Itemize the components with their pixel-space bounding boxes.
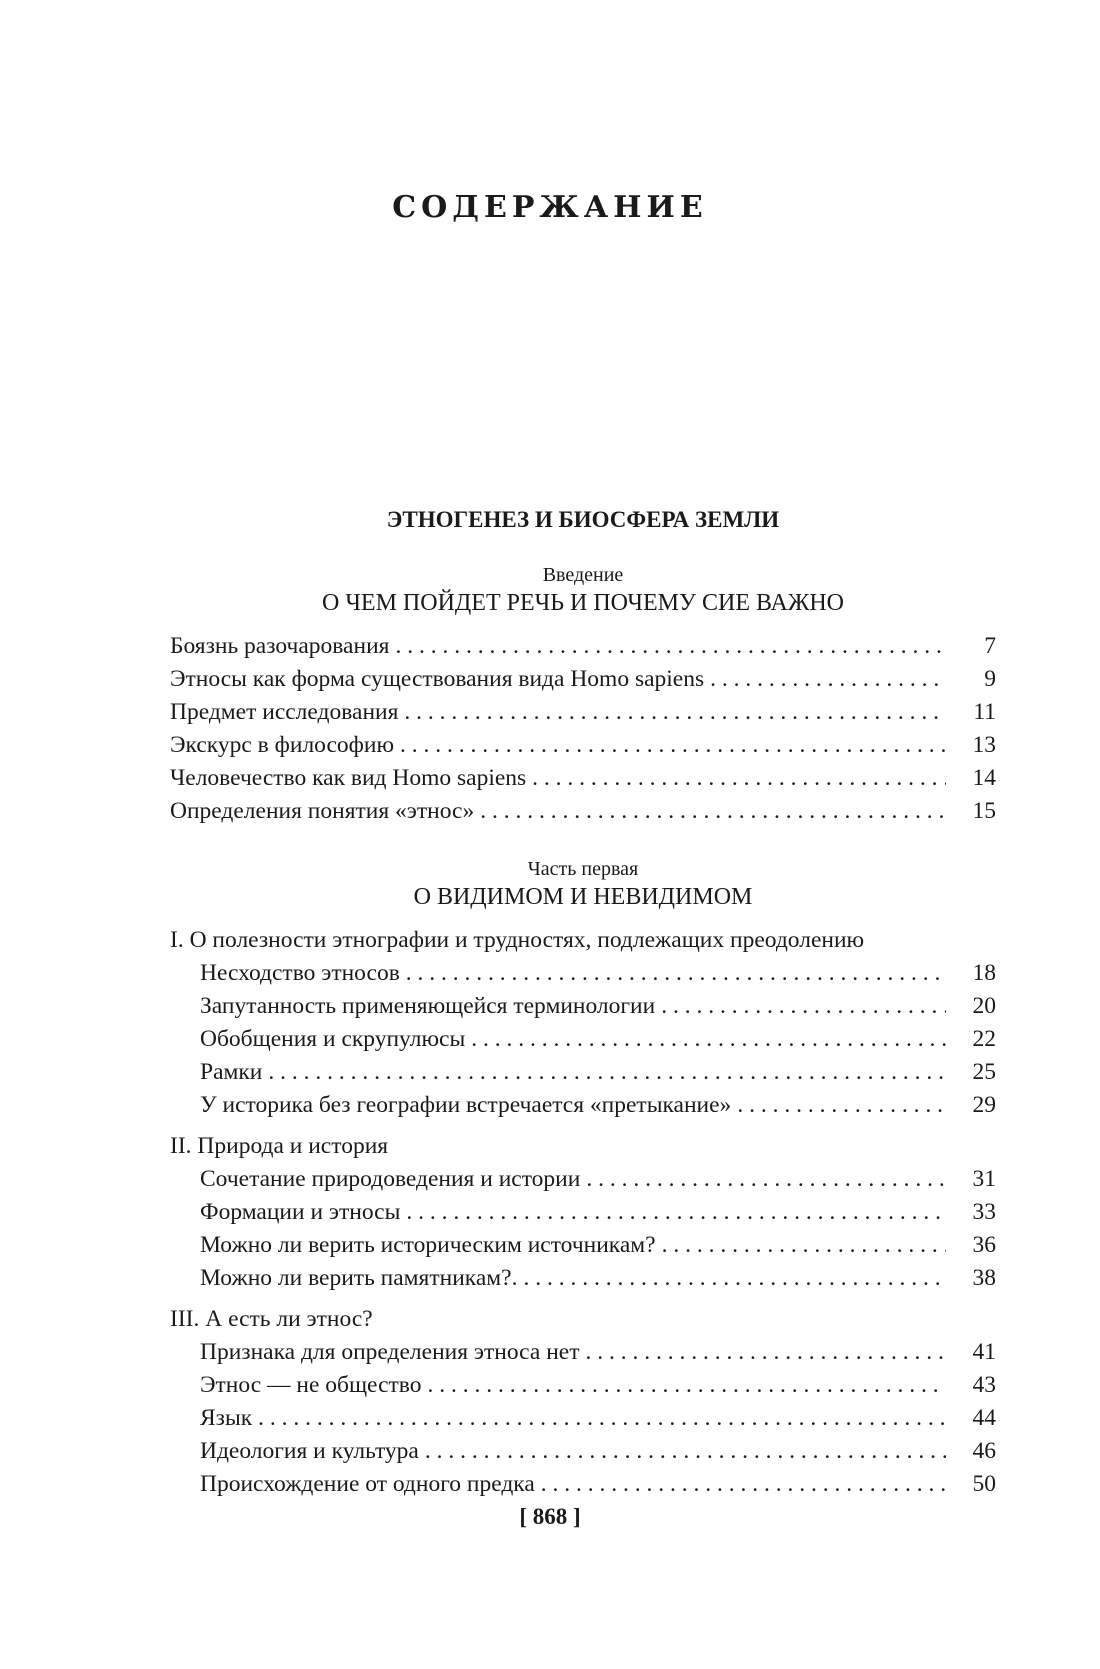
intro-title: О ЧЕМ ПОЙДЕТ РЕЧЬ И ПОЧЕМУ СИЕ ВАЖНО (322, 590, 844, 616)
toc-entry-title: Определения понятия «этнос» (170, 798, 475, 824)
toc-entry-title: Этносы как форма существования вида Homo sapiens (170, 666, 705, 692)
dot-leader (406, 1196, 946, 1229)
toc-entry-page: 13 (972, 732, 996, 758)
toc-entry-title: Обобщения и скрупулюсы (200, 1026, 466, 1052)
dot-leader (661, 990, 946, 1023)
dot-leader (258, 1402, 946, 1435)
toc-entry-title: Запутанность применяющейся терминологии (200, 993, 656, 1019)
part-one-kicker: Часть первая (527, 858, 639, 880)
toc-entry-page: 9 (984, 666, 996, 692)
toc-entry-title: Признака для определения этноса нет (200, 1339, 580, 1365)
page-number: [ 868 ] (519, 1504, 581, 1529)
toc-entry-title: Происхождение от одного предка (200, 1471, 535, 1497)
toc-entry-title: Этнос — не общество (200, 1372, 422, 1398)
toc-entry-page: 25 (972, 1059, 996, 1085)
toc-entry (170, 1262, 996, 1295)
toc-entry (170, 1229, 996, 1262)
toc-entry (170, 1468, 996, 1501)
spacer (170, 828, 996, 856)
toc-entry-title: Боязнь разочарования (170, 633, 390, 659)
toc-entry-page: 41 (972, 1339, 996, 1365)
toc-entry-page: 14 (972, 765, 996, 791)
toc-entry-title: Можно ли верить историческим источникам? (200, 1232, 656, 1258)
dot-leader (662, 1229, 946, 1262)
page-title: СОДЕРЖАНИЕ (392, 190, 708, 225)
toc-entry (170, 990, 996, 1023)
toc-entry-title: Человечество как вид Homo sapiens (170, 765, 527, 791)
table-of-contents (170, 503, 996, 1501)
toc-entry-title: Формации и этносы (200, 1199, 401, 1225)
toc-entry (170, 1435, 996, 1468)
toc-entry-page: 22 (972, 1026, 996, 1052)
toc-entry (170, 729, 996, 762)
toc-entry (170, 630, 996, 663)
toc-entry-page: 31 (972, 1166, 996, 1192)
dot-leader (427, 1369, 946, 1402)
toc-entry-page: 44 (972, 1405, 996, 1431)
chapter-heading: II. Природа и история (170, 1133, 389, 1159)
toc-entry-page: 38 (972, 1265, 996, 1291)
toc-entry (170, 1089, 996, 1122)
dot-leader (471, 1023, 946, 1056)
dot-leader (710, 663, 946, 696)
spacer (170, 1122, 996, 1130)
toc-entry (170, 1196, 996, 1229)
intro-kicker: Введение (542, 564, 624, 586)
toc-entry (170, 762, 996, 795)
toc-entry-title: Сочетание природоведения и истории (200, 1166, 581, 1192)
toc-entry (170, 1402, 996, 1435)
toc-entry (170, 1163, 996, 1196)
toc-entry (170, 1369, 996, 1402)
toc-entry (170, 795, 996, 828)
toc-entry-page: 20 (972, 993, 996, 1019)
toc-entry-page: 36 (972, 1232, 996, 1258)
toc-entry-page: 43 (972, 1372, 996, 1398)
toc-entry-page: 46 (972, 1438, 996, 1464)
toc-entry-title: Идеология и культура (200, 1438, 419, 1464)
toc-entry (170, 1056, 996, 1089)
dot-leader (406, 957, 946, 990)
dot-leader (532, 762, 946, 795)
toc-entry-title: Можно ли верить памятникам?. (200, 1265, 518, 1291)
book-title: ЭТНОГЕНЕЗ И БИОСФЕРА ЗЕМЛИ (386, 507, 780, 532)
dot-leader (425, 1435, 946, 1468)
toc-entry-page: 33 (972, 1199, 996, 1225)
toc-entry (170, 957, 996, 990)
dot-leader (480, 795, 946, 828)
toc-entry-title: У историка без географии встречается «претыкание» (200, 1092, 732, 1118)
toc-entry-page: 11 (973, 699, 996, 725)
part-one-title: О ВИДИМОМ И НЕВИДИМОМ (413, 884, 753, 910)
dot-leader (585, 1336, 946, 1369)
toc-entry (170, 1336, 996, 1369)
dot-leader (400, 729, 946, 762)
toc-entry-page: 29 (972, 1092, 996, 1118)
dot-leader (541, 1468, 946, 1501)
toc-entry-title: Предмет исследования (170, 699, 399, 725)
dot-leader (523, 1262, 946, 1295)
dot-leader (737, 1089, 946, 1122)
chapter-heading: I. О полезности этнографии и трудностях, подлежащих преодолению (170, 927, 865, 953)
toc-entry-page: 7 (984, 633, 996, 659)
dot-leader (586, 1163, 946, 1196)
toc-entry-page: 15 (972, 798, 996, 824)
dot-leader (268, 1056, 946, 1089)
toc-entry-title: Экскурс в философию (170, 732, 395, 758)
toc-entry (170, 663, 996, 696)
chapter-heading: III. А есть ли этнос? (170, 1306, 373, 1332)
toc-entry-page: 50 (972, 1471, 996, 1497)
toc-entry-title: Несходство этносов (200, 960, 400, 986)
toc-entry-title: Язык (200, 1405, 253, 1431)
dot-leader (395, 630, 946, 663)
toc-entry-page: 18 (972, 960, 996, 986)
toc-entry (170, 696, 996, 729)
toc-entry (170, 1023, 996, 1056)
spacer (170, 1295, 996, 1303)
dot-leader (404, 696, 946, 729)
toc-entry-title: Рамки (200, 1059, 263, 1085)
